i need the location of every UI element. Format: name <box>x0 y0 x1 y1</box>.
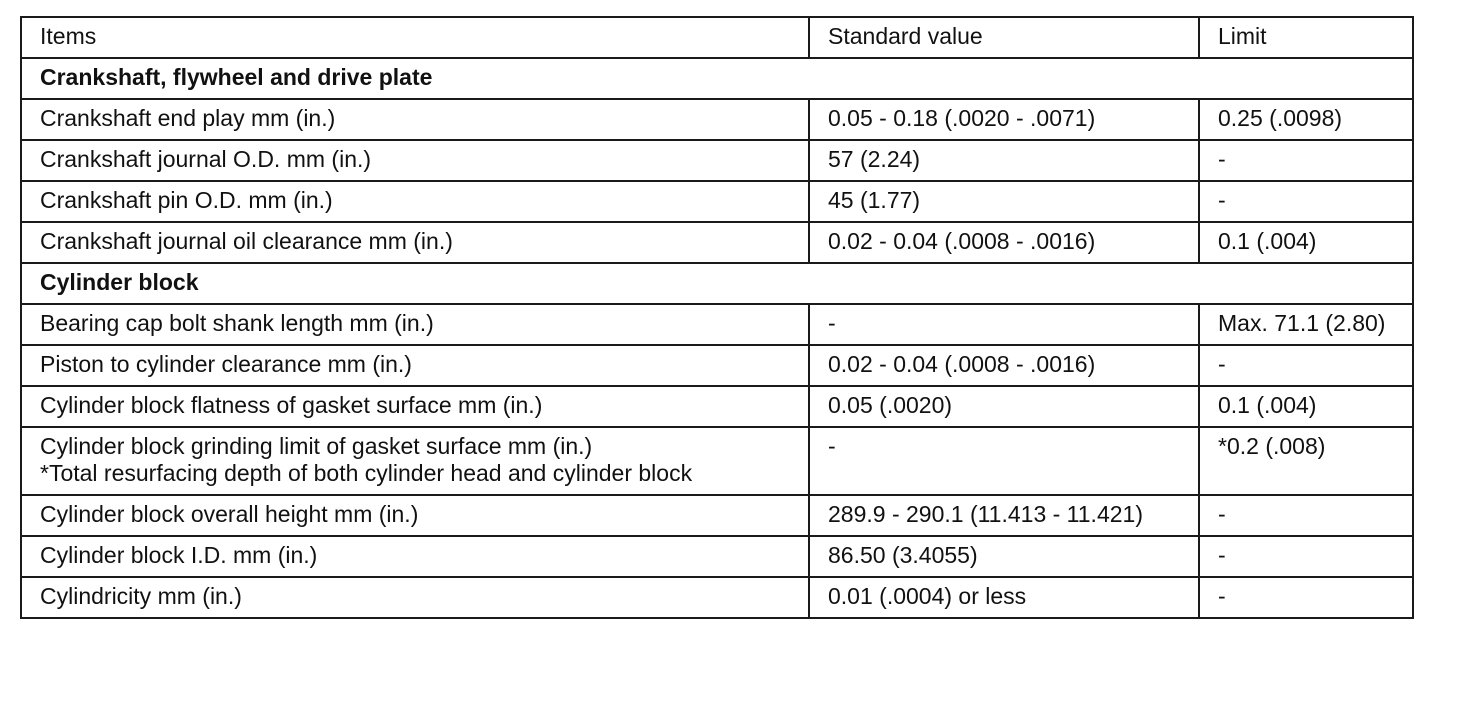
column-header-limit: Limit <box>1199 17 1413 58</box>
item-cell: Cylinder block overall height mm (in.) <box>21 495 809 536</box>
spec-table <box>20 16 1414 619</box>
table-row <box>21 577 1413 618</box>
item-cell <box>21 427 809 495</box>
table-row <box>21 386 1413 427</box>
table-row <box>21 536 1413 577</box>
limit-cell: - <box>1199 536 1413 577</box>
table-row <box>21 495 1413 536</box>
item-cell: Crankshaft journal oil clearance mm (in.) <box>21 222 809 263</box>
table-row <box>21 222 1413 263</box>
limit-cell: 0.1 (.004) <box>1199 386 1413 427</box>
column-header-items: Items <box>21 17 809 58</box>
table-row <box>21 99 1413 140</box>
item-cell: Cylinder block flatness of gasket surface mm (in.) <box>21 386 809 427</box>
standard-value-cell: 0.02 - 0.04 (.0008 - .0016) <box>809 222 1199 263</box>
table-row <box>21 304 1413 345</box>
standard-value-cell: 0.02 - 0.04 (.0008 - .0016) <box>809 345 1199 386</box>
limit-cell: - <box>1199 495 1413 536</box>
section-title: Crankshaft, flywheel and drive plate <box>21 58 1413 99</box>
standard-value-cell: 289.9 - 290.1 (11.413 - 11.421) <box>809 495 1199 536</box>
table-row <box>21 345 1413 386</box>
item-cell: Crankshaft journal O.D. mm (in.) <box>21 140 809 181</box>
section-row <box>21 58 1413 99</box>
footnote-text: *Total resurfacing depth of both cylinder head and cylinder block <box>40 460 693 486</box>
item-cell: Bearing cap bolt shank length mm (in.) <box>21 304 809 345</box>
standard-value-cell: 0.01 (.0004) or less <box>809 577 1199 618</box>
standard-value-cell: - <box>809 304 1199 345</box>
limit-cell: - <box>1199 181 1413 222</box>
standard-value-cell: 57 (2.24) <box>809 140 1199 181</box>
standard-value-cell: 86.50 (3.4055) <box>809 536 1199 577</box>
limit-cell: - <box>1199 140 1413 181</box>
limit-cell: 0.1 (.004) <box>1199 222 1413 263</box>
limit-cell: *0.2 (.008) <box>1199 427 1413 495</box>
standard-value-cell: 0.05 - 0.18 (.0020 - .0071) <box>809 99 1199 140</box>
limit-cell: - <box>1199 577 1413 618</box>
section-row <box>21 263 1413 304</box>
section-title: Cylinder block <box>21 263 1413 304</box>
standard-value-cell: 0.05 (.0020) <box>809 386 1199 427</box>
standard-value-cell: - <box>809 427 1199 495</box>
limit-cell: - <box>1199 345 1413 386</box>
table-row <box>21 140 1413 181</box>
item-cell: Crankshaft end play mm (in.) <box>21 99 809 140</box>
standard-value-cell: 45 (1.77) <box>809 181 1199 222</box>
table-header-row <box>21 17 1413 58</box>
limit-cell: 0.25 (.0098) <box>1199 99 1413 140</box>
table-row <box>21 181 1413 222</box>
limit-cell: Max. 71.1 (2.80) <box>1199 304 1413 345</box>
table-row <box>21 427 1413 495</box>
item-text: Cylinder block grinding limit of gasket surface mm (in.) <box>40 433 593 459</box>
column-header-standard-value: Standard value <box>809 17 1199 58</box>
item-cell: Cylindricity mm (in.) <box>21 577 809 618</box>
item-cell: Crankshaft pin O.D. mm (in.) <box>21 181 809 222</box>
item-cell: Piston to cylinder clearance mm (in.) <box>21 345 809 386</box>
item-cell: Cylinder block I.D. mm (in.) <box>21 536 809 577</box>
